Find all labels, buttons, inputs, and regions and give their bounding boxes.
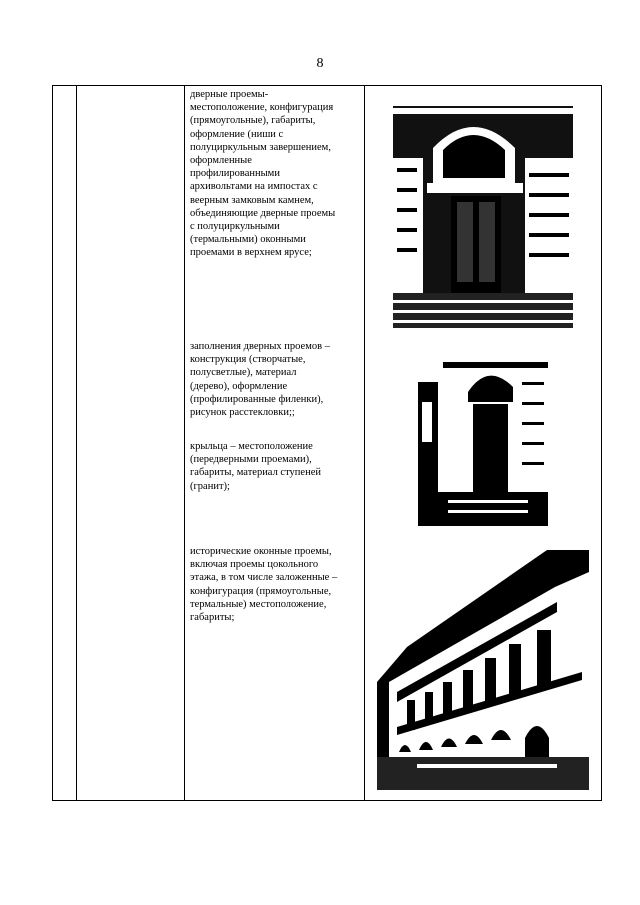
text-line: габариты, материал ступеней bbox=[190, 467, 321, 479]
page-number: 8 bbox=[316, 56, 324, 71]
text-line: веерным замковым камнем, bbox=[190, 194, 314, 206]
text-line: исторические оконные проемы, bbox=[190, 546, 332, 557]
text-line: архивольтами на импостах с bbox=[190, 181, 318, 193]
column-divider bbox=[364, 86, 365, 800]
text-line: оформление (ниши с bbox=[190, 128, 284, 140]
text-line: проемами в верхнем ярусе; bbox=[190, 247, 312, 259]
document-table bbox=[52, 85, 602, 801]
text-line: полусветлые), материал bbox=[190, 367, 297, 379]
text-line: конструкция (створчатые, bbox=[190, 354, 306, 366]
entrance-door-photo bbox=[393, 88, 573, 328]
text-line: (прямоугольные), габариты, bbox=[190, 115, 316, 127]
text-line: объединяющие дверные проемы bbox=[190, 207, 336, 219]
text-line: (гранит); bbox=[190, 480, 230, 492]
text-line: местоположение, конфигурация bbox=[190, 102, 334, 114]
text-line: габариты; bbox=[190, 612, 235, 624]
text-line: крыльца – местоположение bbox=[190, 441, 313, 452]
text-line: термальные) местоположение, bbox=[190, 598, 327, 610]
door-openings-text bbox=[190, 88, 360, 260]
text-line: (дерево), оформление bbox=[190, 380, 288, 392]
text-line: (профилированные филенки), bbox=[190, 393, 324, 405]
column-divider bbox=[184, 86, 185, 800]
text-line: с полуциркульными bbox=[190, 221, 280, 233]
text-line: включая проемы цокольного bbox=[190, 559, 319, 571]
facade-windows-photo bbox=[377, 542, 589, 790]
door-fillings-text bbox=[190, 340, 360, 419]
text-line: оформленные bbox=[190, 155, 252, 167]
text-line: этажа, в том числе заложенные – bbox=[190, 572, 338, 584]
text-line: (термальными) оконными bbox=[190, 234, 306, 246]
text-line: рисунок расстекловки;; bbox=[190, 407, 295, 419]
text-line: полуциркульным завершением, bbox=[190, 141, 331, 153]
porches-text bbox=[190, 440, 360, 493]
door-porch-photo bbox=[418, 342, 548, 526]
text-line: конфигурация (прямоугольные, bbox=[190, 585, 332, 597]
text-line: заполнения дверных проемов – bbox=[190, 341, 330, 352]
windows-text bbox=[190, 545, 360, 624]
column-divider bbox=[76, 86, 77, 800]
text-line: (передверными проемами), bbox=[190, 454, 312, 466]
text-line: дверные проемы- bbox=[190, 89, 269, 100]
text-line: профилированными bbox=[190, 168, 280, 180]
